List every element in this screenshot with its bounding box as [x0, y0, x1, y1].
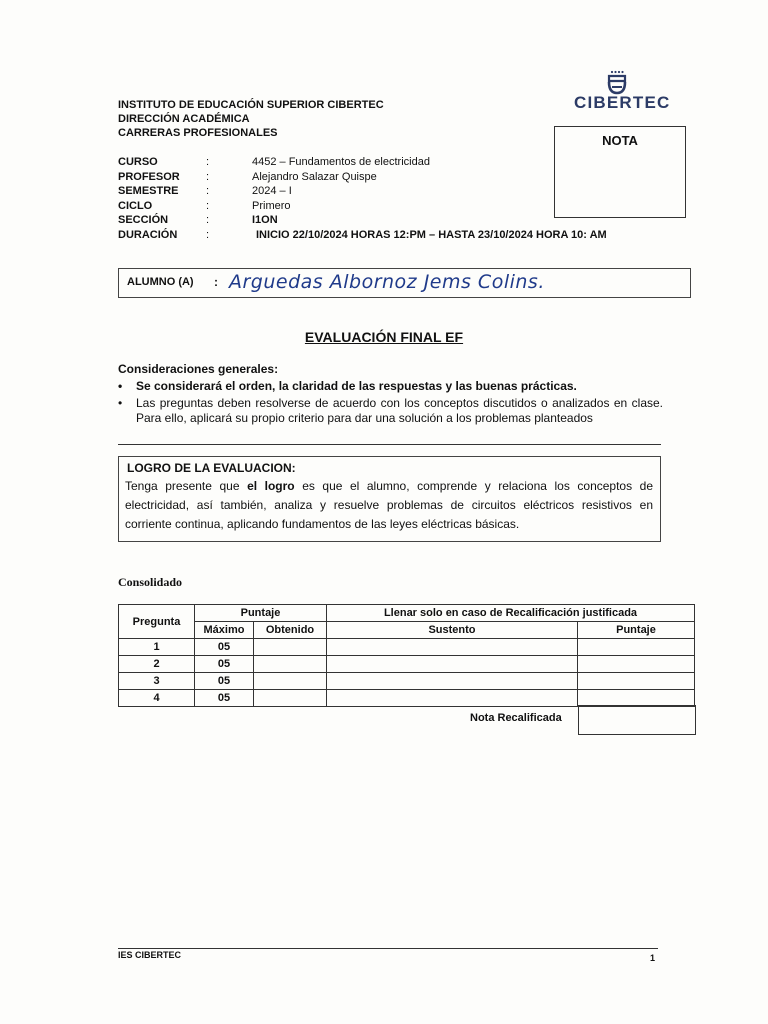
footer-divider [118, 948, 658, 949]
info-value-duracion: INICIO 22/10/2024 HORAS 12:PM – HASTA 23/10/2024 HORA 10: AM [256, 228, 607, 241]
info-value-ciclo: Primero [252, 199, 291, 212]
row-obtenido[interactable] [254, 639, 327, 656]
row-obtenido[interactable] [254, 690, 327, 707]
row-maximo: 05 [195, 690, 254, 707]
row-pregunta: 3 [119, 673, 195, 690]
header-maximo: Máximo [195, 622, 254, 639]
info-colon: : [206, 170, 210, 183]
header-recalificacion: Llenar solo en caso de Recalificación justificada [327, 605, 695, 622]
info-key-duracion: DURACIÓN [118, 228, 178, 241]
footer-institution: IES CIBERTEC [118, 950, 182, 960]
divider [118, 444, 661, 445]
row-sustento[interactable] [327, 656, 578, 673]
info-value-profesor: Alejandro Salazar Quispe [252, 170, 377, 183]
header-puntaje: Puntaje [195, 605, 327, 622]
cibertec-logo-text: CIBERTEC [574, 93, 671, 112]
achievement-text-part: Tenga presente que [125, 479, 248, 493]
row-pregunta: 1 [119, 639, 195, 656]
consideration-text: Las preguntas deben resolverse de acuerdo con los conceptos discutidos o analizados en clase. Para ello, aplicará su propio criterio para dar una solución a los problemas planteados [136, 396, 663, 425]
row-puntaje[interactable] [578, 639, 695, 656]
student-name-handwritten: Arguedas Albornoz Jems Colins. [229, 271, 545, 293]
table-row [119, 656, 695, 673]
consideration-item [118, 396, 663, 428]
achievement-text-bold: el logro [247, 479, 295, 493]
row-pregunta: 2 [119, 656, 195, 673]
header-pregunta: Pregunta [119, 605, 195, 639]
info-value-semestre: 2024 – I [252, 185, 292, 197]
consolidated-label: Consolidado [118, 575, 183, 589]
achievement-title: LOGRO DE LA EVALUACION: [127, 461, 296, 475]
info-key-semestre: SEMESTRE [118, 185, 179, 197]
info-key-curso: CURSO [118, 156, 158, 168]
info-colon: : [206, 185, 210, 197]
header-obtenido: Obtenido [254, 622, 327, 639]
header-sustento: Sustento [327, 622, 578, 639]
row-sustento[interactable] [327, 690, 578, 707]
score-table [118, 604, 695, 707]
page-number: 1 [650, 953, 656, 963]
professional-careers: CARRERAS PROFESIONALES [118, 127, 278, 139]
bullet-icon: • [118, 379, 123, 393]
exam-title: EVALUACIÓN FINAL EF [304, 329, 464, 345]
info-key-profesor: PROFESOR [118, 170, 180, 183]
row-obtenido[interactable] [254, 673, 327, 690]
table-row [119, 639, 695, 656]
row-obtenido[interactable] [254, 656, 327, 673]
institute-name: INSTITUTO DE EDUCACIÓN SUPERIOR CIBERTEC [118, 99, 384, 111]
table-row [119, 690, 695, 707]
recalified-grade-box[interactable] [578, 705, 696, 735]
info-key-ciclo: CICLO [118, 199, 153, 212]
info-colon: : [206, 199, 210, 212]
grade-label: NOTA [602, 133, 638, 148]
header-puntaje-recal: Puntaje [578, 622, 695, 639]
student-field[interactable] [118, 268, 691, 298]
info-key-seccion: SECCIÓN [118, 214, 169, 226]
student-colon: : [214, 275, 218, 289]
info-colon: : [206, 214, 210, 226]
student-label: ALUMNO (A) [127, 276, 194, 288]
row-sustento[interactable] [327, 673, 578, 690]
row-puntaje[interactable] [578, 656, 695, 673]
row-sustento[interactable] [327, 639, 578, 656]
consideration-text: Se considerará el orden, la claridad de las respuestas y las buenas prácticas. [136, 379, 577, 393]
info-colon: : [206, 156, 210, 168]
considerations-title: Consideraciones generales: [118, 362, 279, 376]
row-puntaje[interactable] [578, 690, 695, 707]
consideration-item [118, 379, 663, 395]
row-maximo: 05 [195, 673, 254, 690]
info-value-curso: 4452 – Fundamentos de electricidad [252, 156, 430, 168]
info-value-seccion: I1ON [252, 214, 278, 226]
course-info [118, 155, 678, 245]
info-colon: : [206, 228, 210, 241]
row-maximo: 05 [195, 656, 254, 673]
row-maximo: 05 [195, 639, 254, 656]
row-pregunta: 4 [119, 690, 195, 707]
table-row [119, 673, 695, 690]
achievement-text [125, 477, 653, 534]
achievement-box [118, 456, 661, 542]
row-puntaje[interactable] [578, 673, 695, 690]
recalified-grade-label: Nota Recalificada [470, 712, 562, 724]
bullet-icon: • [118, 396, 123, 410]
achievement-text-part: es que el alumno, comprende y relaciona los conceptos de electricidad, así también, analiza y resuelve problemas de circuitos eléctricos resistivos en corriente continua, aplicando fundamentos de las leyes eléctricas básicas. [125, 479, 653, 531]
academic-direction: DIRECCIÓN ACADÉMICA [118, 113, 250, 125]
